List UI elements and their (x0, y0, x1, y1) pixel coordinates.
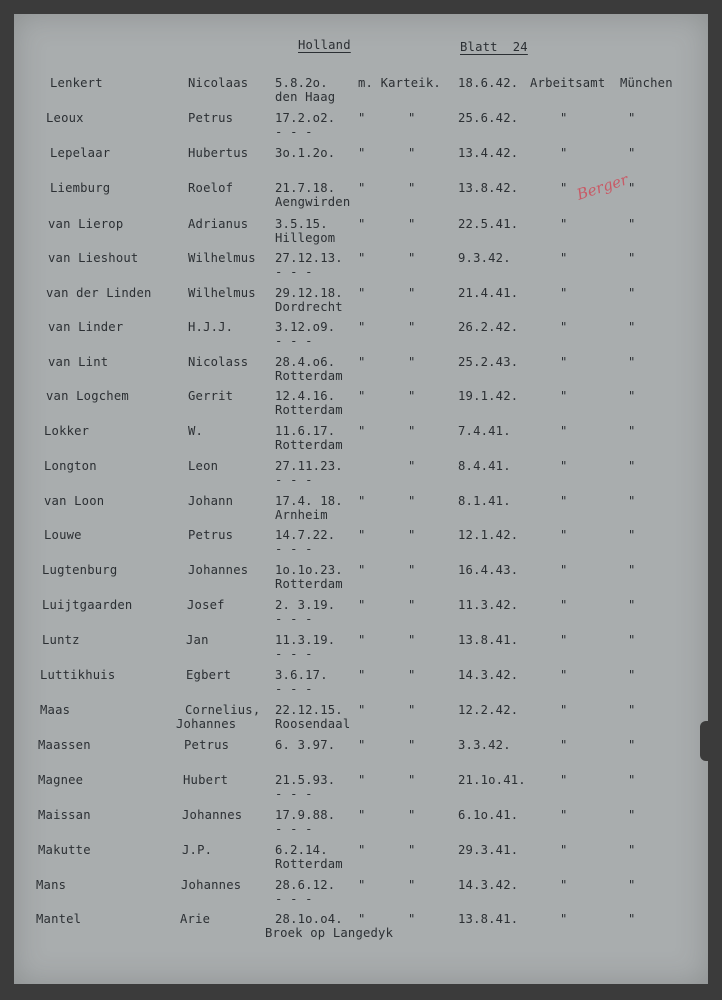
row-office: " (560, 217, 568, 231)
row-ditto-col4: " (358, 111, 366, 125)
row-entry-date: 12.2.42. (458, 703, 519, 717)
row-birthdate: 2. 3.19. (275, 598, 336, 612)
row-birthdate: 6. 3.97. (275, 738, 336, 752)
row-birthplace: - - - (275, 647, 313, 661)
row-ditto-col4: " (358, 808, 366, 822)
row-firstname: Wilhelmus (188, 286, 256, 300)
row-birthdate: 11.3.19. (275, 633, 336, 647)
row-surname: van Lint (48, 355, 109, 369)
row-firstname: Nicolaas (188, 76, 249, 90)
row-ditto-col4: " (358, 424, 366, 438)
row-entry-date: 14.3.42. (458, 878, 519, 892)
row-firstname: Nicolass (188, 355, 249, 369)
row-office: " (560, 459, 568, 473)
row-office: " (560, 389, 568, 403)
row-entry-date: 6.1o.41. (458, 808, 519, 822)
row-surname: Liemburg (50, 181, 111, 195)
row-office: " (560, 528, 568, 542)
row-ditto-col4: " (358, 181, 366, 195)
row-entry-date: 16.4.43. (458, 563, 519, 577)
row-firstname: J.P. (182, 843, 213, 857)
row-ditto-col5: " (408, 217, 416, 231)
row-firstname: Leon (188, 459, 219, 473)
row-firstname: Arie (180, 912, 211, 926)
row-entry-date: 8.1.41. (458, 494, 511, 508)
row-firstname: Adrianus (188, 217, 249, 231)
row-birthdate: 14.7.22. (275, 528, 336, 542)
row-office: " (560, 146, 568, 160)
row-ditto-col4: m. Karteik. (358, 76, 441, 90)
row-ditto-col4: " (358, 738, 366, 752)
row-birthplace: - - - (275, 473, 313, 487)
row-office: " (560, 251, 568, 265)
row-surname: van Logchem (46, 389, 129, 403)
row-ditto-col4: " (358, 320, 366, 334)
row-birthdate: 3.6.17. (275, 668, 328, 682)
row-surname: Maassen (38, 738, 91, 752)
row-entry-date: 13.8.41. (458, 912, 519, 926)
row-city: " (628, 111, 636, 125)
row-birthplace: - - - (275, 542, 313, 556)
row-entry-date: 22.5.41. (458, 217, 519, 231)
row-ditto-col5: " (408, 286, 416, 300)
row-office: " (560, 111, 568, 125)
row-birthdate: 6.2.14. (275, 843, 328, 857)
row-office: " (560, 878, 568, 892)
row-firstname: Petrus (188, 111, 234, 125)
row-birthdate: 27.12.13. (275, 251, 343, 265)
row-firstname: Josef (187, 598, 225, 612)
row-entry-date: 8.4.41. (458, 459, 511, 473)
row-birthplace: Rotterdam (275, 438, 343, 452)
row-birthdate: 28.1o.o4. (275, 912, 343, 926)
handwritten-signature: Berger (574, 170, 631, 204)
row-birthdate: 28.4.o6. (275, 355, 336, 369)
row-office: " (560, 598, 568, 612)
row-birthdate: 17.4. 18. (275, 494, 343, 508)
row-surname: Mantel (36, 912, 82, 926)
row-city: " (628, 738, 636, 752)
row-firstname: Cornelius, (185, 703, 261, 717)
row-firstname: Gerrit (188, 389, 234, 403)
row-firstname: Johann (188, 494, 234, 508)
row-city: " (628, 181, 636, 195)
row-ditto-col5: " (408, 633, 416, 647)
row-ditto-col4: " (358, 563, 366, 577)
row-entry-date: 21.4.41. (458, 286, 519, 300)
row-firstname: Hubertus (188, 146, 249, 160)
header-sheet-number: Blatt 24 (460, 40, 528, 54)
row-office: " (560, 181, 568, 195)
row-surname: Lepelaar (50, 146, 111, 160)
row-city: " (628, 424, 636, 438)
row-birthdate: 21.7.18. (275, 181, 336, 195)
row-ditto-col5: " (408, 703, 416, 717)
row-city: München (620, 76, 673, 90)
row-city: " (628, 843, 636, 857)
row-birthdate: 27.11.23. (275, 459, 343, 473)
row-entry-date: 14.3.42. (458, 668, 519, 682)
row-ditto-col4: " (358, 251, 366, 265)
row-surname: van Lierop (48, 217, 124, 231)
row-surname: van Lieshout (48, 251, 139, 265)
header-country: Holland (298, 38, 351, 52)
row-surname: Louwe (44, 528, 82, 542)
row-firstname: Petrus (184, 738, 230, 752)
row-firstname: Hubert (183, 773, 229, 787)
page-edge-notch (700, 721, 710, 761)
row-birthdate: 17.2.o2. (275, 111, 336, 125)
row-surname: Magnee (38, 773, 84, 787)
row-ditto-col5: " (408, 598, 416, 612)
row-birthplace: - - - (275, 265, 313, 279)
row-firstname: Johannes (182, 808, 243, 822)
row-firstname: Roelof (188, 181, 234, 195)
row-office: " (560, 494, 568, 508)
row-firstname: Petrus (188, 528, 234, 542)
row-surname: Lenkert (50, 76, 103, 90)
row-city: " (628, 563, 636, 577)
row-city: " (628, 355, 636, 369)
row-ditto-col4: " (358, 912, 366, 926)
row-birthdate: 21.5.93. (275, 773, 336, 787)
row-ditto-col5: " (408, 563, 416, 577)
row-office: " (560, 808, 568, 822)
row-office: " (560, 843, 568, 857)
row-firstname: Egbert (186, 668, 232, 682)
row-birthplace: Hillegom (275, 231, 336, 245)
row-surname: Luntz (42, 633, 80, 647)
row-surname: Luttikhuis (40, 668, 116, 682)
row-ditto-col4: " (358, 355, 366, 369)
row-entry-date: 3.3.42. (458, 738, 511, 752)
row-birthdate: 11.6.17. (275, 424, 336, 438)
row-entry-date: 25.2.43. (458, 355, 519, 369)
row-birthplace: den Haag (275, 90, 336, 104)
row-surname: van der Linden (46, 286, 152, 300)
row-ditto-col5: " (408, 528, 416, 542)
row-ditto-col4: " (358, 668, 366, 682)
row-birthplace: Broek op Langedyk (265, 926, 394, 940)
row-ditto-col4: " (358, 146, 366, 160)
row-birthplace: - - - (275, 822, 313, 836)
row-ditto-col5: " (408, 912, 416, 926)
row-ditto-col4: " (358, 598, 366, 612)
row-entry-date: 13.8.42. (458, 181, 519, 195)
row-office: " (560, 563, 568, 577)
row-surname: Leoux (46, 111, 84, 125)
row-ditto-col4: " (358, 389, 366, 403)
row-entry-date: 11.3.42. (458, 598, 519, 612)
row-birthdate: 29.12.18. (275, 286, 343, 300)
row-ditto-col5: " (408, 738, 416, 752)
row-city: " (628, 912, 636, 926)
row-birthplace: Aengwirden (275, 195, 351, 209)
row-birthplace: - - - (275, 612, 313, 626)
row-entry-date: 29.3.41. (458, 843, 519, 857)
row-ditto-col5: " (408, 111, 416, 125)
row-city: " (628, 808, 636, 822)
row-ditto-col5: " (408, 355, 416, 369)
row-birthplace: Rotterdam (275, 369, 343, 383)
row-city: " (628, 633, 636, 647)
row-birthdate: 5.8.2o. (275, 76, 328, 90)
row-surname: van Linder (48, 320, 124, 334)
row-birthdate: 17.9.88. (275, 808, 336, 822)
row-surname: Lugtenburg (42, 563, 118, 577)
row-birthplace: - - - (275, 334, 313, 348)
row-surname: Maissan (38, 808, 91, 822)
row-birthplace: - - - (275, 125, 313, 139)
row-firstname-second: Johannes (176, 717, 237, 731)
row-city: " (628, 878, 636, 892)
row-city: " (628, 494, 636, 508)
row-ditto-col4: " (358, 703, 366, 717)
row-ditto-col4: " (358, 494, 366, 508)
row-office: Arbeitsamt (530, 76, 606, 90)
row-ditto-col4: " (358, 286, 366, 300)
row-ditto-col5: " (408, 773, 416, 787)
row-entry-date: 26.2.42. (458, 320, 519, 334)
row-city: " (628, 146, 636, 160)
row-birthplace: - - - (275, 682, 313, 696)
row-birthdate: 1o.1o.23. (275, 563, 343, 577)
row-surname: van Loon (44, 494, 105, 508)
row-firstname: H.J.J. (188, 320, 234, 334)
row-entry-date: 7.4.41. (458, 424, 511, 438)
row-entry-date: 21.1o.41. (458, 773, 526, 787)
row-city: " (628, 773, 636, 787)
row-office: " (560, 668, 568, 682)
row-office: " (560, 320, 568, 334)
row-birthdate: 3o.1.2o. (275, 146, 336, 160)
row-city: " (628, 528, 636, 542)
row-city: " (628, 217, 636, 231)
row-ditto-col5: " (408, 668, 416, 682)
row-ditto-col4: " (358, 633, 366, 647)
row-birthplace: Dordrecht (275, 300, 343, 314)
row-birthdate: 3.5.15. (275, 217, 328, 231)
row-office: " (560, 703, 568, 717)
row-firstname: Jan (186, 633, 209, 647)
row-firstname: W. (188, 424, 204, 438)
row-birthdate: 12.4.16. (275, 389, 336, 403)
row-entry-date: 18.6.42. (458, 76, 519, 90)
row-ditto-col4: " (358, 773, 366, 787)
row-surname: Luijtgaarden (42, 598, 133, 612)
row-city: " (628, 286, 636, 300)
row-ditto-col5: " (408, 389, 416, 403)
row-office: " (560, 633, 568, 647)
row-entry-date: 25.6.42. (458, 111, 519, 125)
row-ditto-col5: " (408, 494, 416, 508)
row-office: " (560, 424, 568, 438)
row-city: " (628, 389, 636, 403)
row-ditto-col4: " (358, 843, 366, 857)
row-entry-date: 13.8.41. (458, 633, 519, 647)
row-entry-date: 9.3.42. (458, 251, 511, 265)
row-entry-date: 13.4.42. (458, 146, 519, 160)
row-office: " (560, 773, 568, 787)
row-birthplace: Rotterdam (275, 857, 343, 871)
row-birthplace: - - - (275, 787, 313, 801)
row-surname: Makutte (38, 843, 91, 857)
row-ditto-col5: " (408, 424, 416, 438)
row-firstname: Wilhelmus (188, 251, 256, 265)
row-city: " (628, 251, 636, 265)
row-birthplace: Rotterdam (275, 403, 343, 417)
row-ditto-col5: " (408, 808, 416, 822)
row-entry-date: 19.1.42. (458, 389, 519, 403)
row-birthplace: Rotterdam (275, 577, 343, 591)
row-office: " (560, 286, 568, 300)
row-office: " (560, 355, 568, 369)
row-ditto-col5: " (408, 878, 416, 892)
row-birthdate: 28.6.12. (275, 878, 336, 892)
row-ditto-col5: " (408, 181, 416, 195)
row-surname: Longton (44, 459, 97, 473)
row-entry-date: 12.1.42. (458, 528, 519, 542)
row-office: " (560, 738, 568, 752)
row-surname: Mans (36, 878, 67, 892)
row-birthdate: 22.12.15. (275, 703, 343, 717)
row-birthplace: Arnheim (275, 508, 328, 522)
row-ditto-col4: " (358, 878, 366, 892)
row-ditto-col5: " (408, 843, 416, 857)
row-ditto-col5: " (408, 320, 416, 334)
row-firstname: Johannes (188, 563, 249, 577)
row-surname: Lokker (44, 424, 90, 438)
row-ditto-col5: " (408, 459, 416, 473)
row-surname: Maas (40, 703, 71, 717)
row-city: " (628, 703, 636, 717)
row-ditto-col4: " (358, 528, 366, 542)
row-office: " (560, 912, 568, 926)
row-city: " (628, 459, 636, 473)
row-city: " (628, 598, 636, 612)
row-city: " (628, 668, 636, 682)
row-ditto-col5: " (408, 251, 416, 265)
row-firstname: Johannes (181, 878, 242, 892)
row-city: " (628, 320, 636, 334)
row-ditto-col5: " (408, 146, 416, 160)
row-birthdate: 3.12.o9. (275, 320, 336, 334)
row-birthplace: Roosendaal (275, 717, 351, 731)
row-birthplace: - - - (275, 892, 313, 906)
row-ditto-col4: " (358, 217, 366, 231)
